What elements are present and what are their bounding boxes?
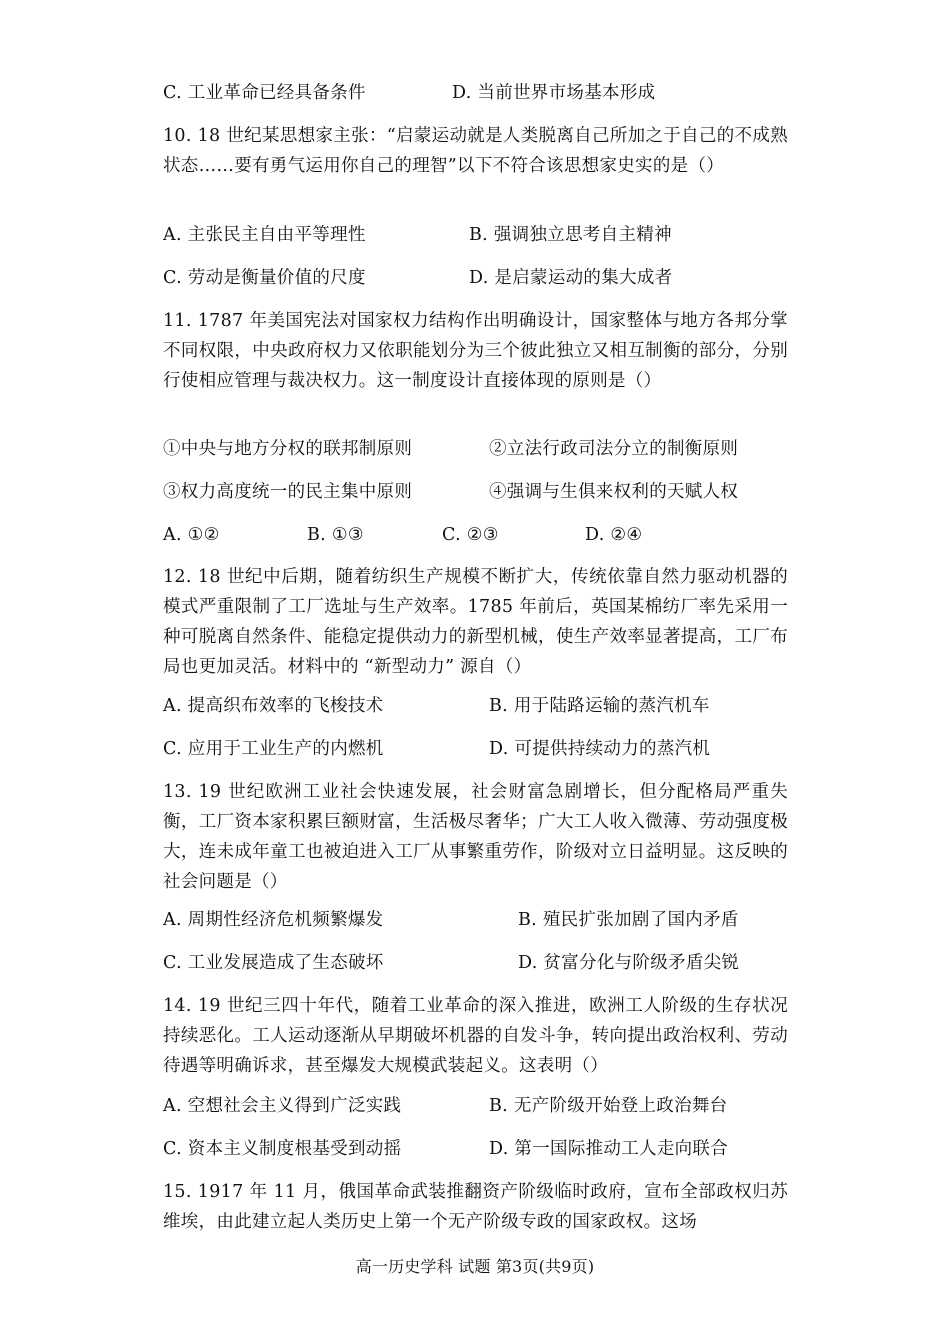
q11-option-b: B. ①③ — [307, 525, 364, 545]
q14-option-d: D. 第一国际推动工人走向联合 — [489, 1139, 729, 1159]
q10-option-d: D. 是启蒙运动的集大成者 — [469, 268, 673, 288]
q10-stem: 10. 18 世纪某思想家主张：“启蒙运动就是人类脱离自己所加之于自己的不成熟状态……要有勇气运用你自己的理智”以下不符合该思想家史实的是（） — [163, 126, 788, 176]
q15-stem: 15. 1917 年 11 月，俄国革命武装推翻资产阶级临时政府，宣布全部政权归苏维埃，由此建立起人类历史上第一个无产阶级专政的国家政权。这场 — [163, 1182, 788, 1232]
q9-option-c: C. 工业革命已经具备条件 — [163, 83, 366, 103]
q14-stem: 14. 19 世纪三四十年代，随着工业革命的深入推进，欧洲工人阶级的生存状况持续恶化。工人运动逐渐从早期破坏机器的自发斗争，转向提出政治权利、劳动待遇等明确诉求，甚至爆发大规模武装起义。这表明（） — [163, 996, 788, 1076]
q14-option-c: C. 资本主义制度根基受到动摇 — [163, 1139, 402, 1159]
q11-item-3: ③权力高度统一的民主集中原则 — [163, 482, 413, 502]
q12-option-d: D. 可提供持续动力的蒸汽机 — [489, 739, 711, 759]
q14-option-a: A. 空想社会主义得到广泛实践 — [163, 1096, 402, 1116]
q9-option-d: D. 当前世界市场基本形成 — [452, 83, 656, 103]
q11-option-c: C. ②③ — [442, 525, 499, 545]
q11-item-2: ②立法行政司法分立的制衡原则 — [489, 439, 739, 459]
q12-option-b: B. 用于陆路运输的蒸汽机车 — [489, 696, 710, 716]
q13-option-a: A. 周期性经济危机频繁爆发 — [163, 910, 384, 930]
q11-item-4: ④强调与生俱来权利的天赋人权 — [489, 482, 739, 502]
q11-item-1: ①中央与地方分权的联邦制原则 — [163, 439, 413, 459]
q13-option-d: D. 贫富分化与阶级矛盾尖锐 — [518, 953, 740, 973]
q11-option-d: D. ②④ — [585, 525, 643, 545]
q12-option-c: C. 应用于工业生产的内燃机 — [163, 739, 384, 759]
q11-option-a: A. ①② — [163, 525, 220, 545]
q12-stem: 12. 18 世纪中后期，随着纺织生产规模不断扩大，传统依靠自然力驱动机器的模式严重限制了工厂选址与生产效率。1785 年前后，英国某棉纺厂率先采用一种可脱离自然条件、能稳定提供动力的新型机械，使生产效率显著提高，工厂布局也更加灵活。材料中的 “新型动力” 源自（） — [163, 567, 788, 677]
page-footer: 高一历史学科 试题 第3页(共9页) — [355, 1257, 595, 1276]
q10-option-a: A. 主张民主自由平等理性 — [163, 225, 366, 245]
q13-stem: 13. 19 世纪欧洲工业社会快速发展，社会财富急剧增长，但分配格局严重失衡，工厂资本家积累巨额财富，生活极尽奢华；广大工人收入微薄、劳动强度极大，连未成年童工也被迫进入工厂从事繁重劳作，阶级对立日益明显。这反映的社会问题是（） — [163, 782, 788, 892]
q13-option-c: C. 工业发展造成了生态破坏 — [163, 953, 384, 973]
q13-option-b: B. 殖民扩张加剧了国内矛盾 — [518, 910, 739, 930]
q14-option-b: B. 无产阶级开始登上政治舞台 — [489, 1096, 728, 1116]
q12-option-a: A. 提高织布效率的飞梭技术 — [163, 696, 384, 716]
q11-stem: 11. 1787 年美国宪法对国家权力结构作出明确设计，国家整体与地方各邦分掌不同权限，中央政府权力又依职能划分为三个彼此独立又相互制衡的部分，分别行使相应管理与裁决权力。这一制度设计直接体现的原则是（） — [163, 311, 788, 391]
q10-option-c: C. 劳动是衡量价值的尺度 — [163, 268, 366, 288]
q10-option-b: B. 强调独立思考自主精神 — [469, 225, 672, 245]
